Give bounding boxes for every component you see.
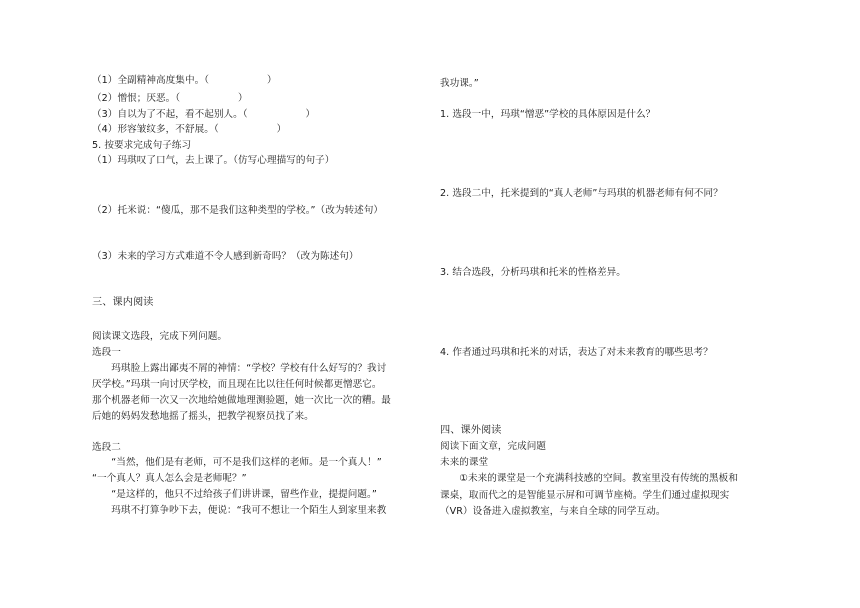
q5-title: 5. 按要求完成句子练习: [92, 140, 192, 151]
section3-instruction: 阅读课文选段，完成下列问题。: [92, 331, 228, 342]
excerpt1-line-1: 玛琪脸上露出鄙夷不屑的神情：“学校？学校有什么好写的？我讨: [92, 363, 387, 374]
q5-item-2: （2）托米说：“傻瓜，那不是我们这种类型的学校。”（改为转述句）: [92, 205, 384, 216]
section3-title: 三、课内阅读: [92, 297, 154, 308]
excerpt1-title: 选段一: [92, 347, 121, 358]
q4-item-2: （2）憎恨；厌恶。（ ）: [92, 93, 248, 104]
excerpt1-line-4: 后她的妈妈发愁地摇了摇头，把教学视察员找了来。: [92, 411, 314, 422]
question-3: 3. 结合选段，分析玛琪和托米的性格差异。: [440, 267, 626, 278]
article-line-3: （VR）设备进入虚拟教室，与来自全球的同学互动。: [440, 506, 666, 517]
excerpt2-line-1: “当然，他们是有老师，可不是我们这样的老师。是一个真人！”: [92, 457, 382, 468]
q5-item-1: （1）玛琪叹了口气，去上课了。（仿写心理描写的句子）: [92, 155, 335, 166]
q5-item-3: （3）未来的学习方式难道不令人感到新奇吗？（改为陈述句）: [92, 251, 359, 262]
excerpt1-line-2: 厌学校。”玛琪一向讨厌学校，而且现在比以往任何时候都更憎恶它。: [92, 379, 382, 390]
question-2: 2. 选段二中，托米提到的“真人老师”与玛琪的机器老师有何不同？: [440, 188, 723, 199]
q4-item-1: （1）全副精神高度集中。（ ）: [92, 75, 277, 86]
excerpt2-line-4: 玛琪不打算争吵下去，便说：“我可不想让一个陌生人到家里来教: [92, 505, 387, 516]
excerpt2-line-2: “一个真人？真人怎么会是老师呢？”: [92, 473, 247, 484]
q4-item-3: （3）自以为了不起，看不起别人。（ ）: [92, 109, 316, 120]
section4-title: 四、课外阅读: [440, 425, 502, 436]
excerpt2-continuation: 我功课。”: [440, 78, 479, 89]
article-title: 未来的课堂: [440, 457, 489, 468]
section4-instruction: 阅读下面文章，完成问题: [440, 441, 547, 452]
article-line-1: ①未来的课堂是一个充满科技感的空间。教室里没有传统的黑板和: [440, 473, 738, 484]
question-4: 4. 作者通过玛琪和托米的对话，表达了对未来教育的哪些思考？: [440, 347, 713, 358]
article-line-2: 课桌，取而代之的是智能显示屏和可调节座椅。学生们通过虚拟现实: [440, 490, 730, 501]
excerpt1-line-3: 那个机器老师一次又一次地给她做地理测验题，她一次比一次的糟。最: [92, 395, 391, 406]
question-1: 1. 选段一中，玛琪“憎恶”学校的具体原因是什么？: [440, 109, 656, 120]
excerpt2-title: 选段二: [92, 442, 121, 453]
q4-item-4: （4）形容皱纹多，不舒展。（ ）: [92, 124, 287, 135]
excerpt2-line-3: “是这样的，他只不过给孩子们讲讲课，留些作业，提提问题。”: [92, 489, 377, 500]
